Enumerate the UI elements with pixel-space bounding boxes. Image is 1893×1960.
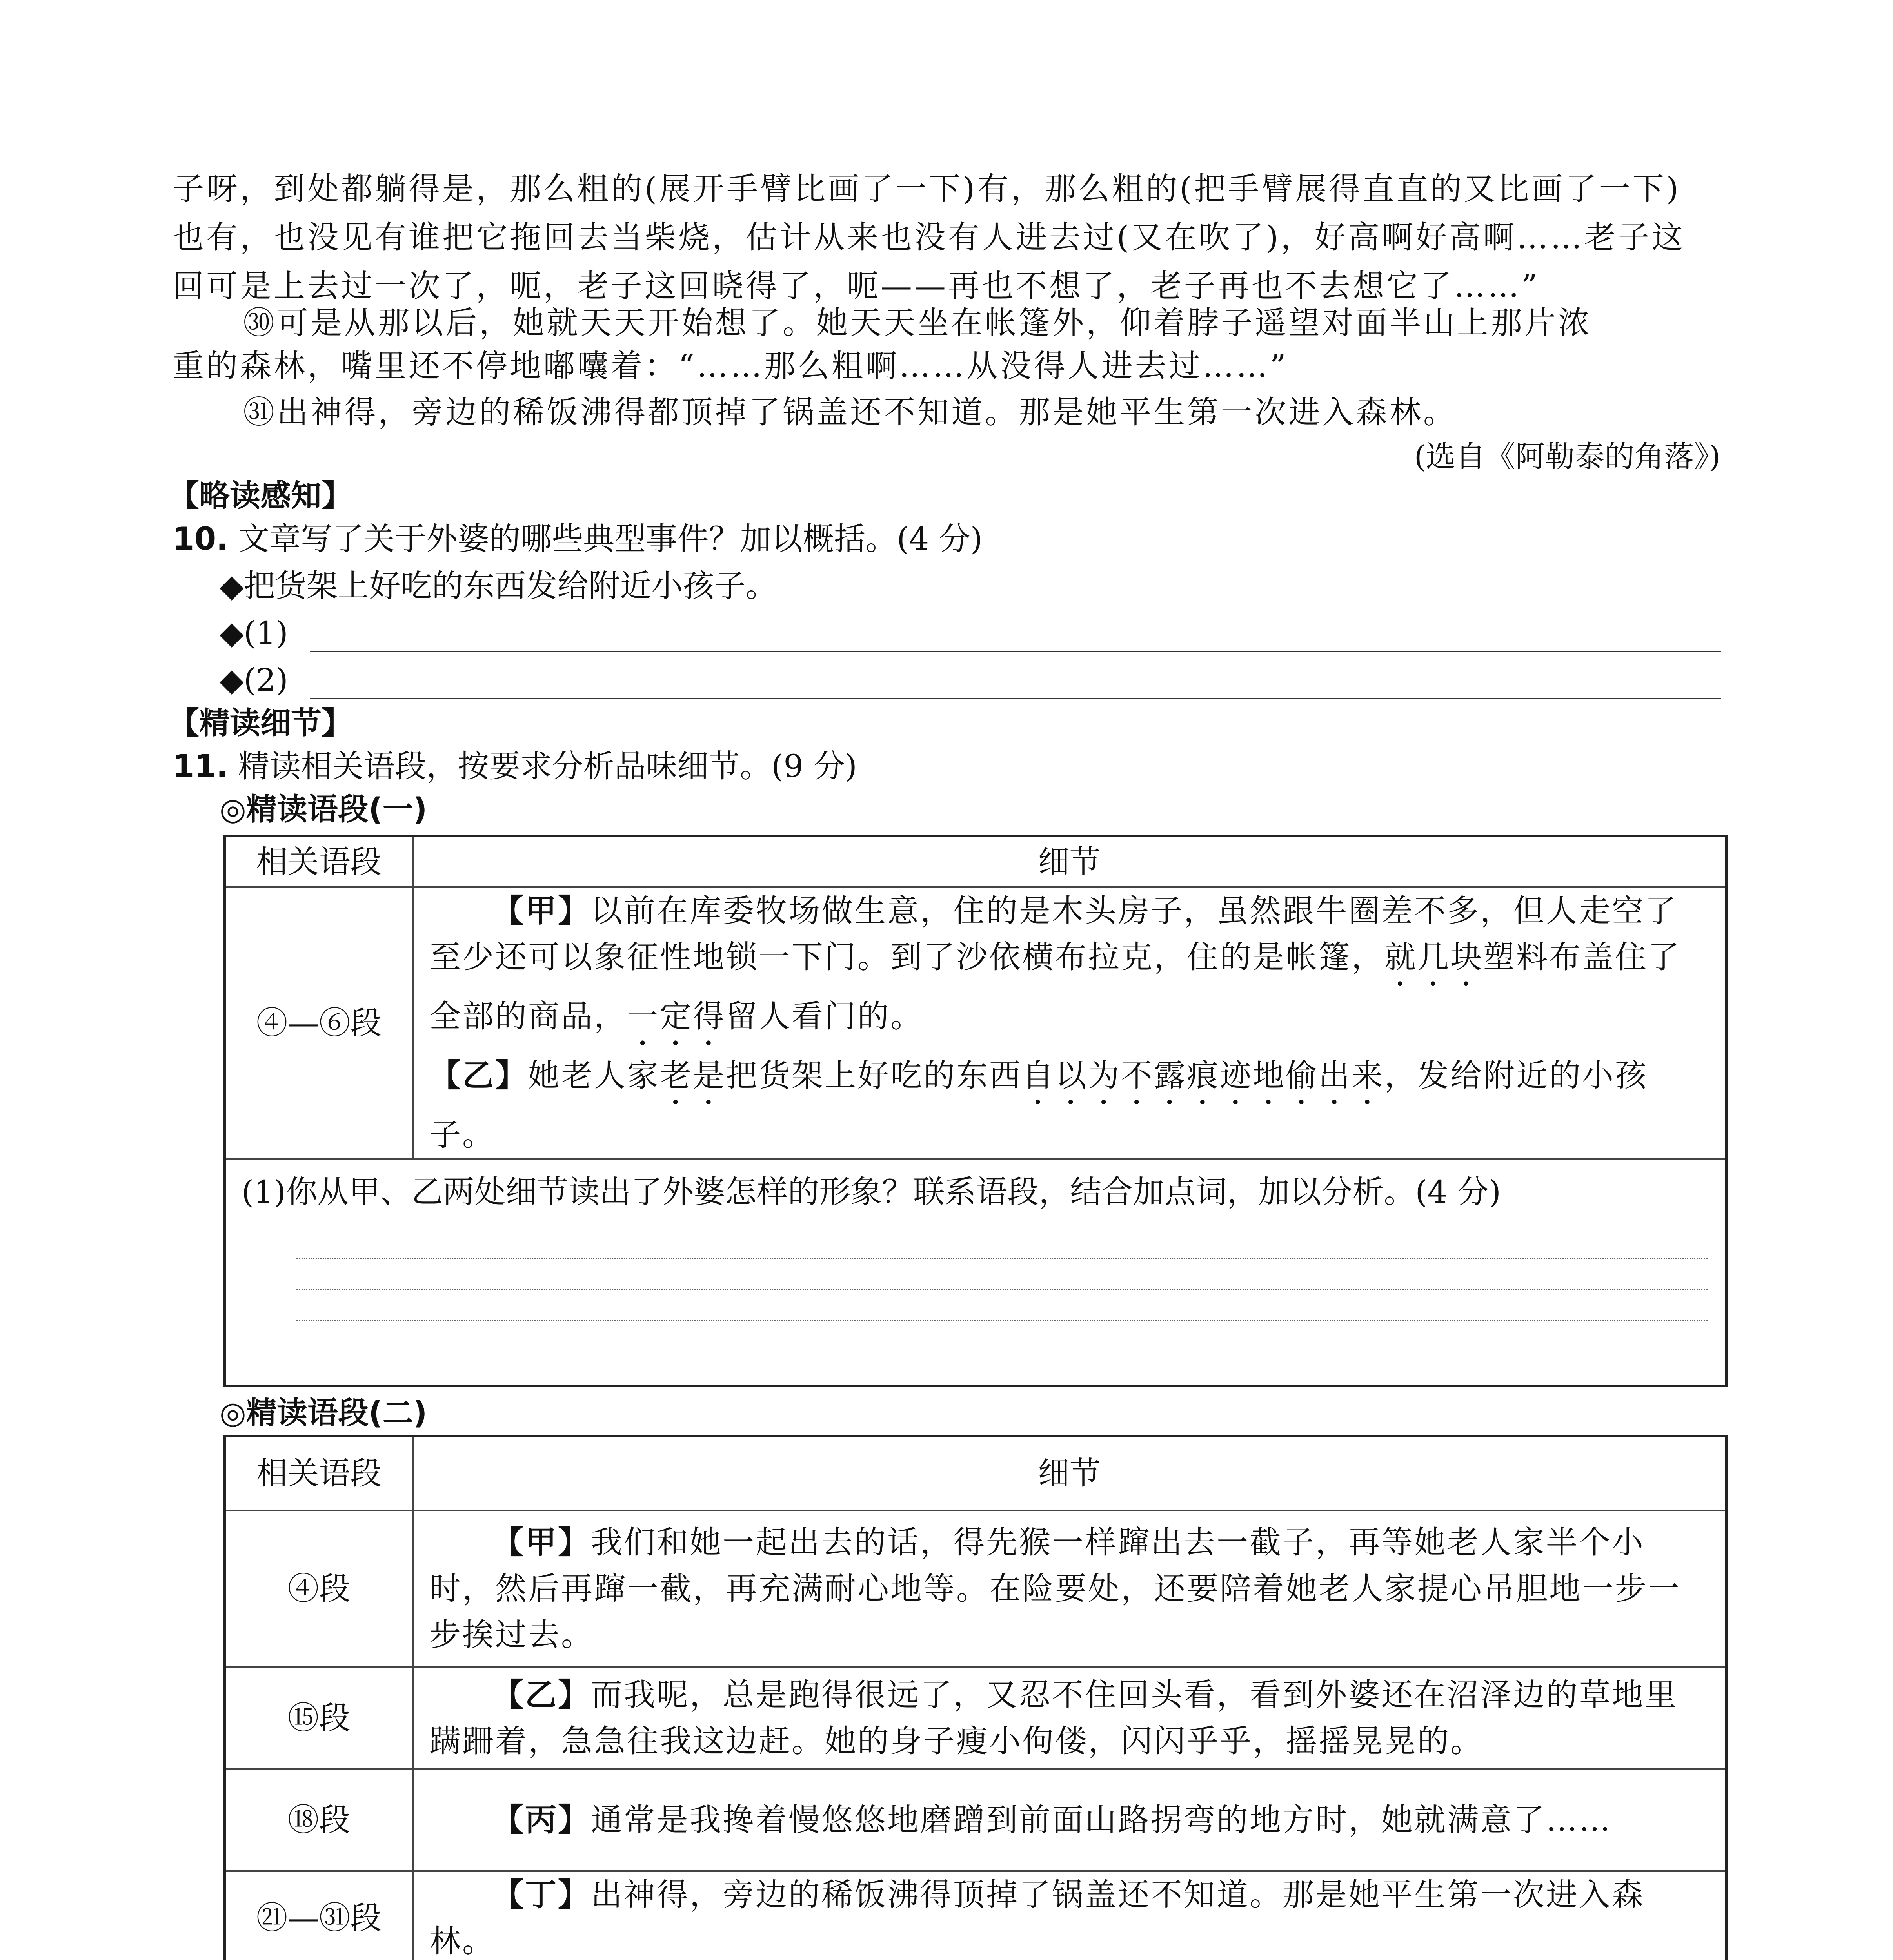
- question-11-text: 精读相关语段，按要求分析品味细节。(9 分): [238, 748, 857, 784]
- table-row: [225, 1667, 1726, 1769]
- reading-part-2-title: ◎精读语段(二): [220, 1396, 427, 1431]
- table-2-row-label: ⑮段: [225, 1667, 413, 1769]
- table-row: [225, 1871, 1726, 1960]
- detail-mark-jia: 【甲】: [492, 893, 591, 929]
- reading-part-1-title: ◎精读语段(一): [220, 792, 427, 827]
- question-11-number: 11.: [173, 748, 228, 784]
- table-2-col-detail: 细节: [413, 1436, 1726, 1510]
- table-1-question-cell: [225, 1159, 1726, 1386]
- reading-table-1: [223, 835, 1728, 1387]
- detail-mark: 【丙】: [492, 1802, 591, 1838]
- table-1-row-label: ④—⑥段: [225, 887, 413, 1159]
- answer-line-11-1-c[interactable]: [296, 1320, 1708, 1321]
- detail-mark: 【乙】: [492, 1677, 591, 1713]
- question-10-given: ◆把货架上好吃的东西发给附近小孩子。: [220, 568, 777, 604]
- section-heading-close-read: 【精读细节】: [169, 706, 352, 741]
- question-11: [173, 745, 857, 788]
- table-1-col-detail: 细节: [413, 836, 1726, 887]
- reading-table-2: [223, 1435, 1728, 1960]
- detail-yi-dotted-2: 自以为不露痕迹地偷出来: [1022, 1057, 1384, 1094]
- table-row: [225, 1510, 1726, 1667]
- table-row: [225, 887, 1726, 1159]
- detail-yi-text-b: 把货架上好吃的东西: [726, 1057, 1022, 1094]
- detail-text: 通常是我搀着慢悠悠地磨蹭到前面山路拐弯的地方时，她就满意了……: [591, 1802, 1612, 1838]
- passage-para-30-line-1: ㉚可是从那以后，她就天天开始想了。她天天坐在帐篷外，仰着脖子遥望对面半山上那片浓: [243, 305, 1592, 341]
- table-2-row-label: ㉑—㉛段: [225, 1871, 413, 1960]
- detail-jia-dotted-1: 就几块: [1384, 939, 1483, 975]
- passage-line-3: 回可是上去过一次了，呃，老子这回晓得了，呃——再也不想了，老子再也不去想它了……”: [173, 268, 1540, 304]
- table-1-question: (1)你从甲、乙两处细节读出了外婆怎样的形象？联系语段，结合加点词，加以分析。(4 分): [242, 1174, 1501, 1210]
- detail-text: 我们和她一起出去的话，得先猴一样蹿出去一截子，再等她老人家半个小时，然后再蹿一截，再充满耐心地等。在险要处，还要陪着她老人家提心吊胆地一步一步挨过去。: [429, 1524, 1681, 1653]
- passage-source: (选自《阿勒泰的角落》): [1414, 439, 1720, 474]
- question-10-number: 10.: [173, 521, 228, 557]
- detail-mark-yi: 【乙】: [429, 1057, 528, 1094]
- section-heading-skim: 【略读感知】: [169, 478, 352, 514]
- table-row: [225, 1769, 1726, 1871]
- detail-jia-dotted-2: 一定得: [627, 998, 726, 1034]
- detail-text: 出神得，旁边的稀饭沸得顶掉了锅盖还不知道。那是她平生第一次进入森林。: [429, 1877, 1645, 1959]
- table-2-header-row: [225, 1436, 1726, 1510]
- answer-line-11-1-a[interactable]: [296, 1258, 1708, 1259]
- passage-para-31: ㉛出神得，旁边的稀饭沸得都顶掉了锅盖还不知道。那是她平生第一次进入森林。: [243, 394, 1457, 430]
- detail-mark: 【甲】: [492, 1524, 591, 1561]
- answer-line-10-1[interactable]: [310, 651, 1721, 652]
- answer-line-10-2[interactable]: [310, 698, 1721, 699]
- detail-jia-text-c: 留人看门的。: [726, 998, 923, 1034]
- detail-mark: 【丁】: [492, 1877, 591, 1913]
- table-1-question-row: [225, 1159, 1726, 1386]
- table-1-header-row: [225, 836, 1726, 887]
- table-2-detail-cell: [413, 1769, 1726, 1871]
- answer-line-11-1-b[interactable]: [296, 1289, 1708, 1290]
- table-2-row-label: ⑱段: [225, 1769, 413, 1871]
- question-10: [173, 517, 983, 561]
- detail-yi-dotted-1: 老是: [660, 1057, 726, 1094]
- table-2-detail-cell: [413, 1667, 1726, 1769]
- question-10-text: 文章写了关于外婆的哪些典型事件？加以概括。(4 分): [238, 521, 983, 557]
- detail-jia-text-a: 以前在库委牧场做生意，住的是木头房子，虽然跟牛圈差不多，但人走空了至少还可以象征性地锁一下门。到了沙依横布拉克，住的是帐篷，: [429, 893, 1678, 975]
- passage-para-30-line-2: 重的森林，嘴里还不停地嘟囔着：“……那么粗啊……从没得人进去过……”: [173, 348, 1288, 384]
- detail-text: 而我呢，总是跑得很远了，又忍不住回头看，看到外婆还在沼泽边的草地里蹒跚着，急急往我这边赶。她的身子瘦小佝偻，闪闪乎乎，摇摇晃晃的。: [429, 1677, 1678, 1759]
- table-2-col-passage: 相关语段: [225, 1436, 413, 1510]
- table-2-detail-cell: [413, 1871, 1726, 1960]
- question-10-blank-1-label: ◆(1): [220, 615, 288, 651]
- passage-line-1: 子呀，到处都躺得是，那么粗的(展开手臂比画了一下)有，那么粗的(把手臂展得直直的又比画了一下): [173, 171, 1681, 207]
- detail-jia-text-b: 塑料布盖住了全部的商品，: [429, 939, 1681, 1034]
- table-2-detail-cell: [413, 1510, 1726, 1667]
- table-2-row-label: ④段: [225, 1510, 413, 1667]
- table-1-col-passage: 相关语段: [225, 836, 413, 887]
- passage-line-2: 也有，也没见有谁把它拖回去当柴烧，估计从来也没有人进去过(又在吹了)，好高啊好高啊……老子这: [173, 219, 1686, 256]
- detail-yi-text-a: 她老人家: [528, 1057, 660, 1094]
- detail-yi-text-c: ，发给附近的小孩子。: [429, 1057, 1648, 1153]
- table-1-detail-cell: [413, 887, 1726, 1159]
- question-10-blank-2-label: ◆(2): [220, 662, 288, 698]
